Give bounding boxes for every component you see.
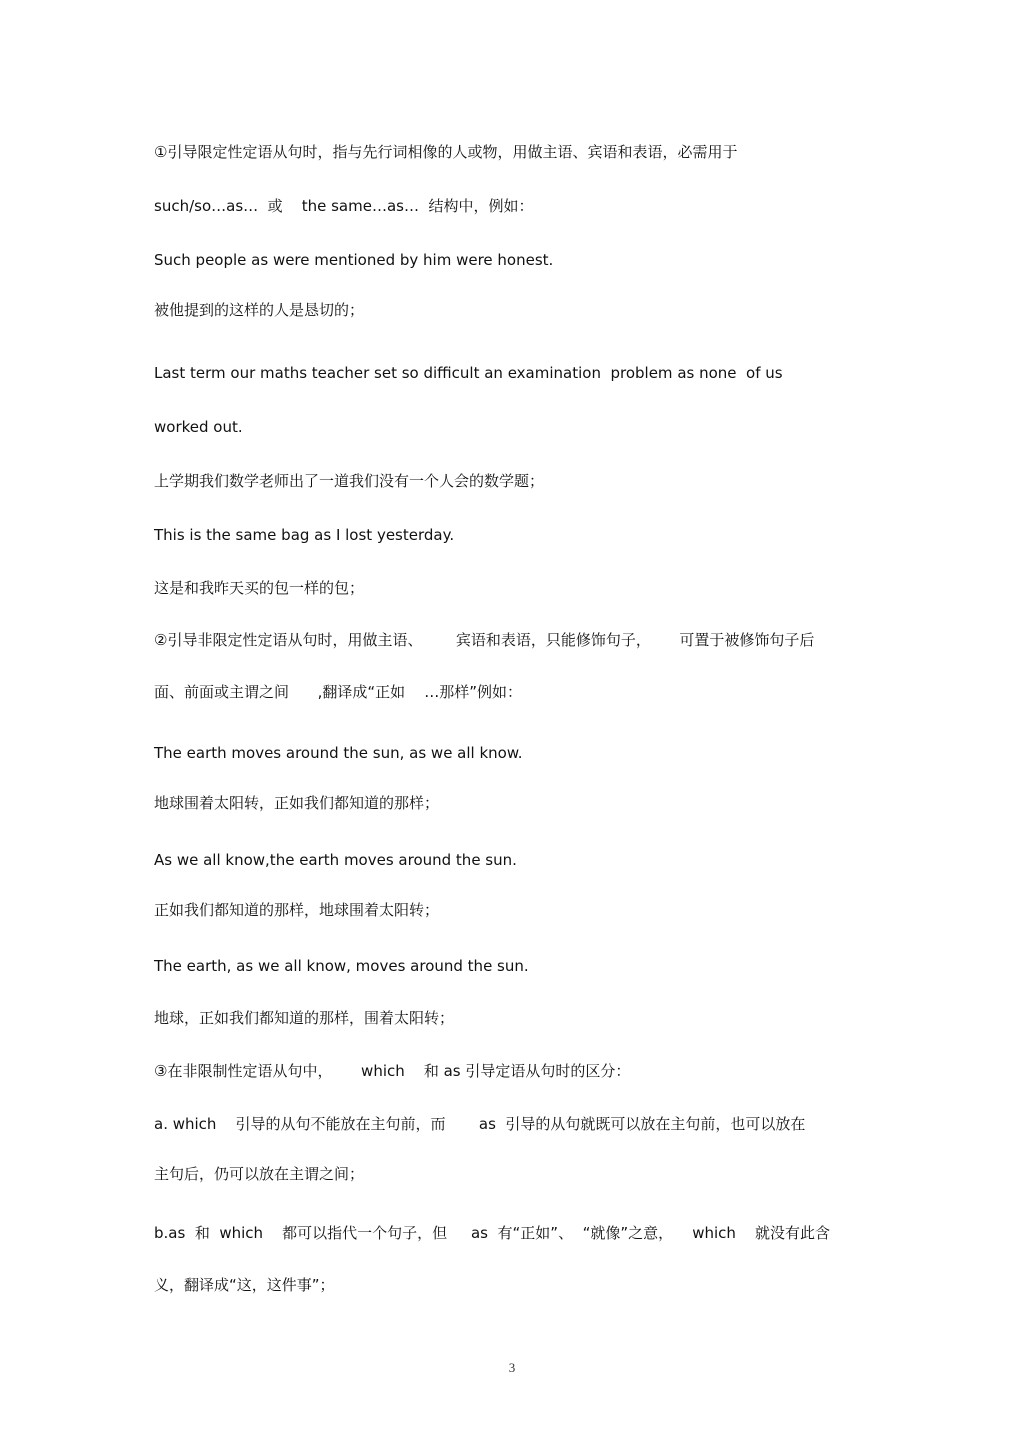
- text-line: worked out.: [154, 418, 243, 436]
- text-line: a. which 引导的从句不能放在主句前，而 as 引导的从句就既可以放在主句前，也可以放在: [154, 1115, 806, 1133]
- text-line: 义，翻译成“这，这件事”；: [154, 1276, 335, 1294]
- text-line: 被他提到的这样的人是恳切的；: [154, 301, 365, 319]
- text-line: 正如我们都知道的那样，地球围着太阳转；: [154, 901, 440, 919]
- text-line: ①引导限定性定语从句时，指与先行词相像的人或物，用做主语、宾语和表语，必需用于: [154, 143, 738, 161]
- text-line: ②引导非限定性定语从句时，用做主语、 宾语和表语，只能修饰句子， 可置于被修饰句子后: [154, 631, 815, 649]
- text-line: Last term our maths teacher set so difficult an examination problem as none of us: [154, 364, 783, 382]
- text-line: The earth moves around the sun, as we all know.: [154, 744, 523, 762]
- text-line: ③在非限制性定语从句中， which 和 as 引导定语从句时的区分：: [154, 1062, 631, 1080]
- text-line: 上学期我们数学老师出了一道我们没有一个人会的数学题；: [154, 472, 545, 490]
- text-line: 面、前面或主谓之间 ,翻译成“正如 …那样”例如：: [154, 683, 522, 701]
- text-line: b.as 和 which 都可以指代一个句子，但 as 有“正如”、 “就像”之意， which 就没有此含: [154, 1224, 830, 1242]
- text-line: This is the same bag as I lost yesterday.: [154, 526, 455, 544]
- text-line: 主句后，仍可以放在主谓之间；: [154, 1165, 365, 1183]
- text-line: Such people as were mentioned by him were honest.: [154, 251, 554, 269]
- text-line: such/so…as… 或 the same…as… 结构中，例如：: [154, 197, 534, 215]
- text-line: The earth, as we all know, moves around the sun.: [154, 957, 529, 975]
- page-number: 3: [508, 1360, 516, 1375]
- text-line: 地球，正如我们都知道的那样，围着太阳转；: [154, 1009, 455, 1027]
- text-line: 这是和我昨天买的包一样的包；: [154, 579, 365, 597]
- text-line: 地球围着太阳转，正如我们都知道的那样；: [154, 794, 440, 812]
- text-line: As we all know,the earth moves around the sun.: [154, 851, 517, 869]
